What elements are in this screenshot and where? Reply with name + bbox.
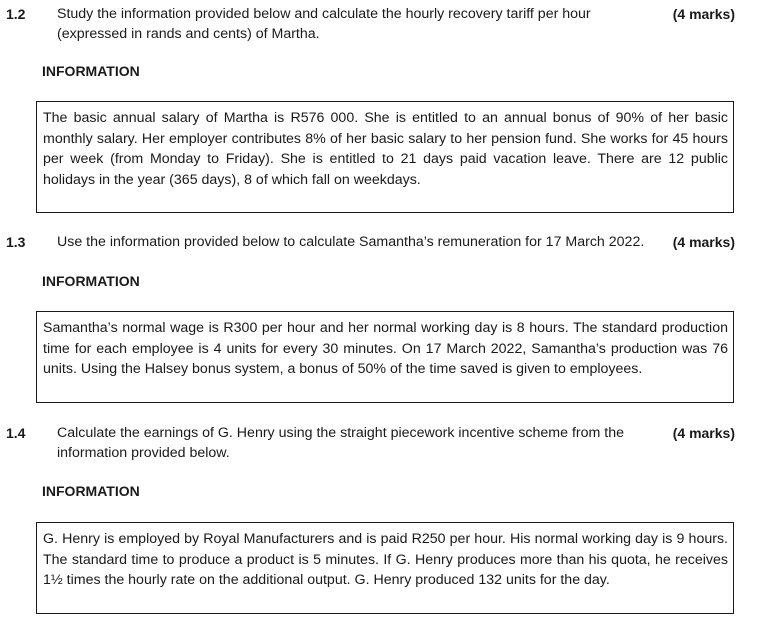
info-heading: INFORMATION bbox=[42, 63, 140, 79]
question-number: 1.3 bbox=[6, 234, 26, 250]
question-text: Study the information provided below and calculate the hourly recovery tariff per hour (expressed in rands and cents) of Martha. bbox=[57, 6, 591, 42]
info-box: The basic annual salary of Martha is R576 000. She is entitled to an annual bonus of 90% of her basic monthly salary. Her employer contributes 8% of her basic salary to her pension fund. She works for 45 hours per week (from Monday to Friday). She is entitled to 21 days paid vacation leave. There are 12 public holidays in the year (365 days), 8 of which fall on weekdays. bbox=[36, 101, 734, 213]
question-marks: (4 marks) bbox=[672, 425, 735, 441]
info-heading: INFORMATION bbox=[42, 273, 140, 289]
question-marks: (4 marks) bbox=[672, 234, 735, 250]
question-marks: (4 marks) bbox=[672, 6, 735, 22]
question-number: 1.4 bbox=[6, 425, 26, 441]
info-box: Samantha’s normal wage is R300 per hour and her normal working day is 8 hours. The standard production time for each employee is 4 units for every 30 minutes. On 17 March 2022, Samantha’s production was 76 units. Using the Halsey bonus system, a bonus of 50% of the time saved is given to employees. bbox=[36, 311, 734, 403]
question-number: 1.2 bbox=[6, 6, 26, 22]
info-heading: INFORMATION bbox=[42, 483, 140, 499]
question-text: Use the information provided below to calculate Samantha’s remuneration for 17 March 2022. bbox=[57, 234, 645, 250]
info-box: G. Henry is employed by Royal Manufacturers and is paid R250 per hour. His normal working day is 9 hours. The standard time to produce a product is 5 minutes. If G. Henry produces more than his quota, he receives 1½ times the hourly rate on the additional output. G. Henry produced 132 units for the day. bbox=[36, 522, 734, 614]
question-text: Calculate the earnings of G. Henry using the straight piecework incentive scheme from the information provided below. bbox=[57, 425, 624, 461]
